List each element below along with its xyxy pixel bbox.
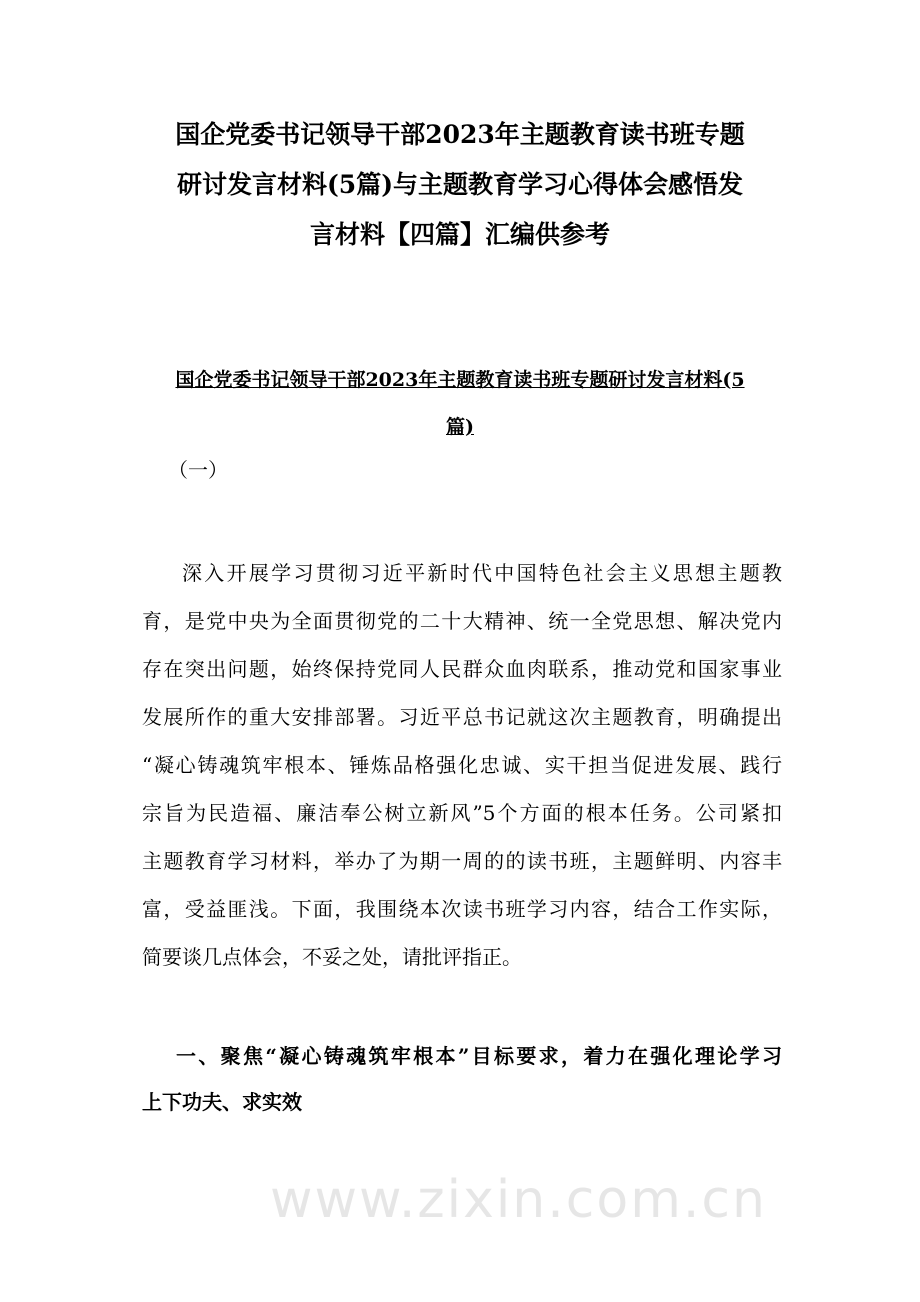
document-title-line: 研讨发言材料(5篇)与主题教育学习心得体会感悟发: [176, 170, 744, 199]
heading-line: 上下功夫、求实效: [142, 1090, 302, 1114]
heading-line: 一、聚焦“凝心铸魂筑牢根本”目标要求，着力在强化理论学习: [176, 1044, 782, 1068]
paragraph-line: 发展所作的重大安排部署。习近平总书记就这次主题教育，明确提出: [142, 705, 782, 729]
paragraph-line: 简要谈几点体会，不妥之处，请批评指正。: [142, 945, 522, 969]
paragraph-line: 育，是党中央为全面贯彻党的二十大精神、统一全党思想、解决党内: [142, 609, 782, 633]
paragraph-line: 主题教育学习材料，举办了为期一周的的读书班，主题鲜明、内容丰: [142, 849, 782, 873]
section-number: （一）: [168, 458, 228, 482]
section-subtitle-line: 篇): [446, 416, 474, 438]
section-subtitle-line: 国企党委书记领导干部2023年主题教育读书班专题研讨发言材料(5: [175, 369, 745, 391]
document-title-line: 言材料【四篇】汇编供参考: [309, 220, 610, 249]
paragraph-line: “凝心铸魂筑牢根本、锤炼品格强化忠诚、实干担当促进发展、践行: [142, 753, 782, 777]
watermark: www.zixin.com.cn: [270, 1170, 767, 1230]
paragraph-line: 富，受益匪浅。下面，我围绕本次读书班学习内容，结合工作实际，: [142, 897, 782, 921]
document-title-line: 国企党委书记领导干部2023年主题教育读书班专题: [175, 120, 745, 149]
paragraph-line: 宗旨为民造福、廉洁奉公树立新风”5个方面的根本任务。公司紧扣: [142, 801, 782, 825]
paragraph-line: 深入开展学习贯彻习近平新时代中国特色社会主义思想主题教: [182, 561, 782, 585]
paragraph-line: 存在突出问题，始终保持党同人民群众血肉联系，推动党和国家事业: [142, 657, 782, 681]
